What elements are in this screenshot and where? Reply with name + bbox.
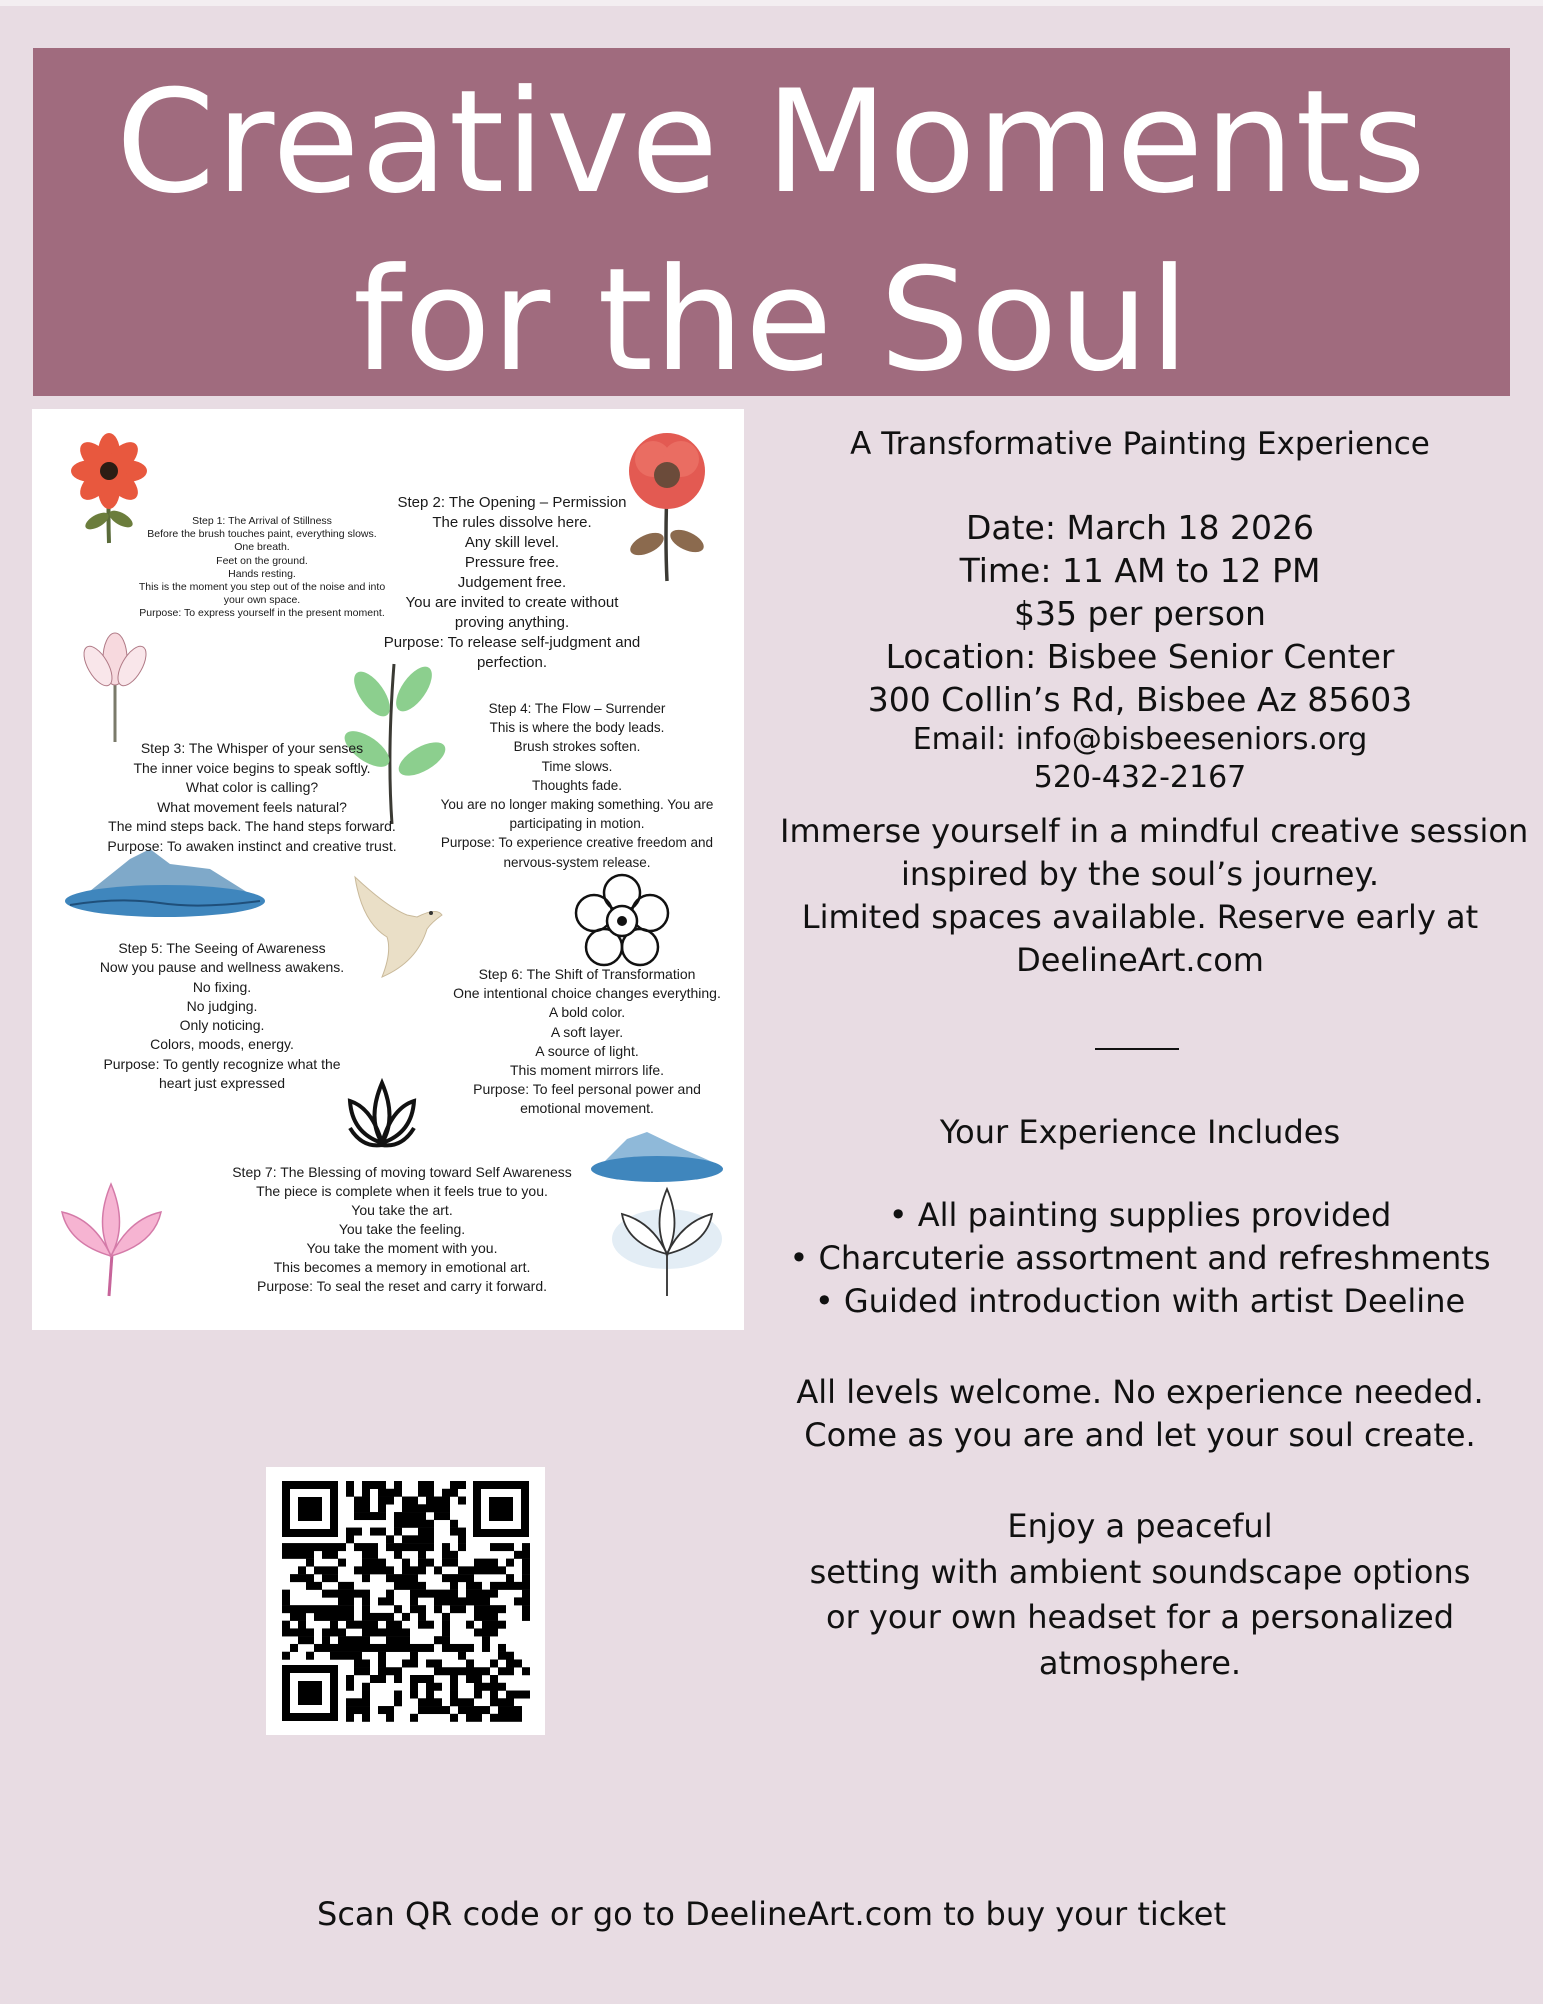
- includes-list: [780, 1194, 1500, 1323]
- event-phone: 520-432-2167: [1033, 760, 1247, 795]
- step-3-line: Purpose: To awaken instinct and creative trust.: [107, 837, 397, 854]
- enjoy-line: Enjoy a peaceful: [1007, 1507, 1273, 1545]
- step-4-line: participating in motion.: [509, 816, 645, 832]
- description-line: inspired by the soul’s journey.: [900, 855, 1380, 893]
- anemone-flower-icon: [572, 871, 672, 971]
- welcome-text: [780, 1371, 1500, 1457]
- step-2-text: [362, 493, 662, 673]
- step-7-line: You take the art.: [351, 1202, 453, 1218]
- top-border: [0, 0, 1543, 6]
- subtitle-text: A Transformative Painting Experience: [850, 426, 1430, 462]
- step-3-line: Step 3: The Whisper of your senses: [140, 740, 364, 756]
- section-divider: [1095, 1048, 1179, 1050]
- enjoy-line: setting with ambient soundscape options: [809, 1552, 1471, 1591]
- description-line: Immerse yourself in a mindful creative session: [780, 812, 1529, 850]
- step-3-line: What movement feels natural?: [157, 798, 347, 815]
- enjoy-text: [780, 1504, 1500, 1686]
- welcome-line: All levels welcome. No experience needed.: [796, 1373, 1484, 1411]
- includes-heading-text: Your Experience Includes: [939, 1113, 1341, 1151]
- event-time: Time: 11 AM to 12 PM: [959, 551, 1321, 590]
- step-1-line: This is the moment you step out of the noise and into: [138, 581, 386, 594]
- event-details: [780, 506, 1500, 797]
- step-5-line: Colors, moods, energy.: [150, 1036, 294, 1053]
- step-2-line: The rules dissolve here.: [432, 514, 592, 531]
- event-description: [780, 810, 1529, 982]
- title-line-1: Creative Moments: [115, 60, 1428, 225]
- step-4-line: You are no longer making something. You are: [440, 797, 714, 813]
- step-7-line: Purpose: To seal the reset and carry it forward.: [257, 1278, 547, 1294]
- steps-card: [32, 409, 744, 1330]
- step-5-line: Purpose: To gently recognize what the: [103, 1055, 341, 1072]
- step-2-line: Judgement free.: [457, 574, 567, 591]
- step-2-line: proving anything.: [454, 614, 570, 631]
- step-2-line: perfection.: [476, 654, 548, 671]
- step-7-line: You take the feeling.: [338, 1221, 466, 1237]
- list-item: • Guided introduction with artist Deeline: [814, 1282, 1466, 1320]
- step-6-line: A source of light.: [535, 1042, 639, 1059]
- event-price: $35 per person: [1014, 594, 1266, 633]
- step-7-line: You take the moment with you.: [306, 1240, 498, 1256]
- description-line: Limited spaces available. Reserve early at: [801, 898, 1479, 936]
- step-1-line: Before the brush touches paint, everything slows.: [147, 528, 377, 541]
- step-3-line: What color is calling?: [185, 779, 319, 795]
- white-lotus-icon: [607, 1184, 727, 1299]
- step-4-line: nervous-system release.: [503, 854, 651, 870]
- step-6-text: [422, 965, 752, 1119]
- step-2-line: Purpose: To release self-judgment and: [383, 634, 641, 651]
- step-4-line: Time slows.: [541, 758, 613, 774]
- step-5-line: heart just expressed: [158, 1075, 286, 1092]
- event-subtitle: [780, 424, 1500, 464]
- step-2-line: Step 2: The Opening – Permission: [397, 494, 627, 511]
- step-7-line: Step 7: The Blessing of moving toward Self Awareness: [232, 1164, 572, 1180]
- step-3-line: The mind steps back. The hand steps forward.: [108, 818, 396, 834]
- step-1-line: One breath.: [234, 541, 290, 554]
- step-5-line: Only noticing.: [179, 1017, 265, 1034]
- title-line-2: for the Soul: [352, 238, 1191, 403]
- welcome-line: Come as you are and let your soul create.: [804, 1416, 1476, 1454]
- step-5-line: No fixing.: [192, 978, 252, 995]
- step-6-line: A bold color.: [548, 1004, 626, 1021]
- step-4-line: Purpose: To experience creative freedom and: [440, 835, 714, 851]
- step-3-line: The inner voice begins to speak softly.: [133, 759, 371, 776]
- list-item: • Charcuterie assortment and refreshments: [789, 1239, 1491, 1277]
- website-link[interactable]: DeelineArt.com: [1016, 941, 1264, 979]
- step-7-text: [192, 1163, 612, 1296]
- step-5-line: No judging.: [186, 997, 258, 1014]
- step-7-line: This becomes a memory in emotional art.: [273, 1259, 531, 1275]
- step-4-line: Step 4: The Flow – Surrender: [488, 701, 666, 716]
- step-1-line: Feet on the ground.: [216, 554, 308, 567]
- enjoy-line: or your own headset for a personalized: [825, 1598, 1455, 1636]
- includes-heading: [780, 1110, 1500, 1154]
- step-5-line: Step 5: The Seeing of Awareness: [118, 940, 326, 956]
- qr-code[interactable]: [266, 1467, 545, 1735]
- step-6-line: One intentional choice changes everything.: [453, 985, 721, 1002]
- pink-lotus-icon: [54, 1174, 169, 1299]
- footer-cta: Scan QR code or go to DeelineArt.com to buy your ticket: [317, 1895, 1226, 1933]
- step-3-text: [62, 739, 442, 856]
- step-6-line: Step 6: The Shift of Transformation: [478, 966, 696, 982]
- step-1-line: Purpose: To express yourself in the present moment.: [139, 607, 385, 620]
- step-2-line: Any skill level.: [464, 534, 560, 551]
- step-1-line: your own space.: [223, 594, 301, 607]
- step-4-line: This is where the body leads.: [489, 720, 665, 736]
- step-6-line: A soft layer.: [550, 1023, 624, 1040]
- event-address: 300 Collin’s Rd, Bisbee Az 85603: [867, 680, 1413, 719]
- step-2-line: You are invited to create without: [405, 594, 619, 611]
- step-4-line: Brush strokes soften.: [513, 739, 641, 755]
- step-2-line: Pressure free.: [464, 554, 560, 571]
- step-4-line: Thoughts fade.: [531, 777, 623, 793]
- step-5-text: [62, 939, 382, 1093]
- step-1-line: Hands resting.: [228, 567, 296, 580]
- title-banner: [33, 48, 1510, 403]
- qr-code-icon: [266, 1467, 545, 1735]
- list-item: • All painting supplies provided: [888, 1196, 1392, 1234]
- step-6-line: emotional movement.: [520, 1100, 654, 1117]
- step-7-line: The piece is complete when it feels true to you.: [256, 1183, 548, 1199]
- step-1-line: Step 1: The Arrival of Stillness: [192, 515, 332, 527]
- event-email[interactable]: Email: info@bisbeeseniors.org: [912, 722, 1368, 757]
- enjoy-line: atmosphere.: [1038, 1643, 1242, 1682]
- step-6-line: This moment mirrors life.: [509, 1062, 665, 1079]
- event-location: Location: Bisbee Senior Center: [885, 637, 1395, 676]
- step-4-text: [412, 699, 742, 872]
- step-6-line: Purpose: To feel personal power and: [473, 1081, 701, 1098]
- step-5-line: Now you pause and wellness awakens.: [99, 959, 345, 976]
- lotus-flower-icon: [70, 624, 160, 744]
- event-date: Date: March 18 2026: [965, 508, 1315, 547]
